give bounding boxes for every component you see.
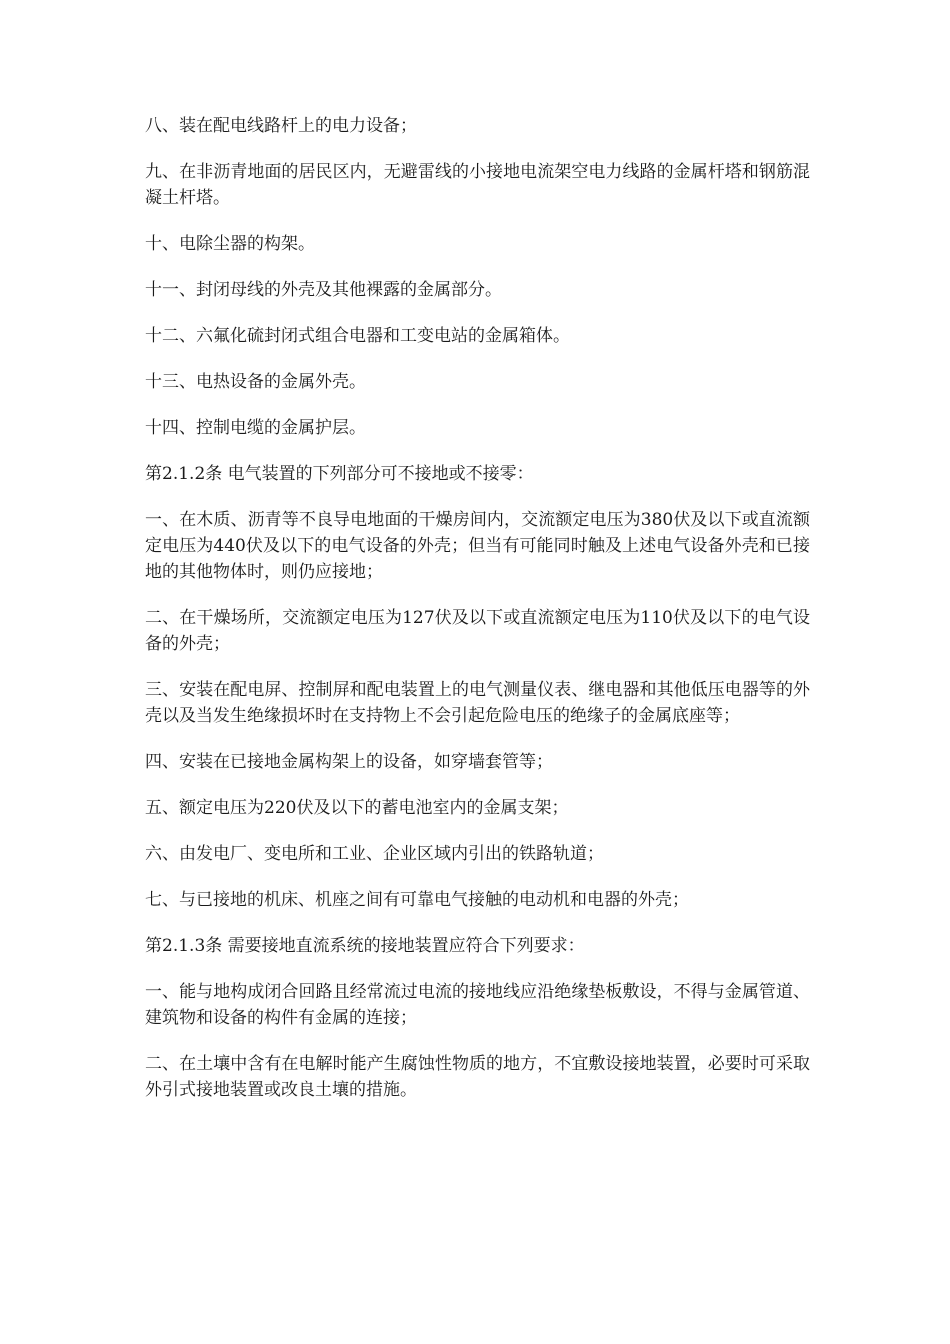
article-heading-2-1-2: 第2.1.2条 电气装置的下列部分可不接地或不接零： <box>145 464 534 484</box>
paragraph-item-11: 十一、封闭母线的外壳及其他裸露的金属部分。 <box>145 280 502 300</box>
paragraph-requirement-1: 一、能与地构成闭合回路且经常流过电流的接地线应沿绝缘垫板敷设，不得与金属管道、建筑物和设备的构件有金属的连接； <box>145 982 810 1028</box>
paragraph-exemption-5: 五、额定电压为220伏及以下的蓄电池室内的金属支架； <box>145 798 569 818</box>
paragraph-item-12: 十二、六氟化硫封闭式组合电器和工变电站的金属箱体。 <box>145 326 570 346</box>
paragraph-item-8: 八、装在配电线路杆上的电力设备； <box>145 116 417 136</box>
paragraph-exemption-7: 七、与已接地的机床、机座之间有可靠电气接触的电动机和电器的外壳； <box>145 890 689 910</box>
paragraph-exemption-6: 六、由发电厂、变电所和工业、企业区域内引出的铁路轨道； <box>145 844 604 864</box>
paragraph-exemption-4: 四、安装在已接地金属构架上的设备，如穿墙套管等； <box>145 752 553 772</box>
paragraph-item-13: 十三、电热设备的金属外壳。 <box>145 372 366 392</box>
paragraph-item-14: 十四、控制电缆的金属护层。 <box>145 418 366 438</box>
paragraph-item-10: 十、电除尘器的构架。 <box>145 234 315 254</box>
paragraph-exemption-3: 三、安装在配电屏、控制屏和配电装置上的电气测量仪表、继电器和其他低压电器等的外壳以及当发生绝缘损坏时在支持物上不会引起危险电压的绝缘子的金属底座等； <box>145 680 810 726</box>
paragraph-exemption-2: 二、在干燥场所，交流额定电压为127伏及以下或直流额定电压为110伏及以下的电气设备的外壳； <box>145 608 810 654</box>
paragraph-exemption-1: 一、在木质、沥青等不良导电地面的干燥房间内，交流额定电压为380伏及以下或直流额定电压为440伏及以下的电气设备的外壳；但当有可能同时触及上述电气设备外壳和已接地的其他物体时，则仍应接地； <box>145 510 810 582</box>
article-heading-2-1-3: 第2.1.3条 需要接地直流系统的接地装置应符合下列要求： <box>145 936 585 956</box>
paragraph-requirement-2: 二、在土壤中含有在电解时能产生腐蚀性物质的地方，不宜敷设接地装置，必要时可采取外引式接地装置或改良土壤的措施。 <box>145 1054 810 1100</box>
document-body <box>145 113 810 1123</box>
paragraph-item-9: 九、在非沥青地面的居民区内，无避雷线的小接地电流架空电力线路的金属杆塔和钢筋混凝土杆塔。 <box>145 162 810 208</box>
